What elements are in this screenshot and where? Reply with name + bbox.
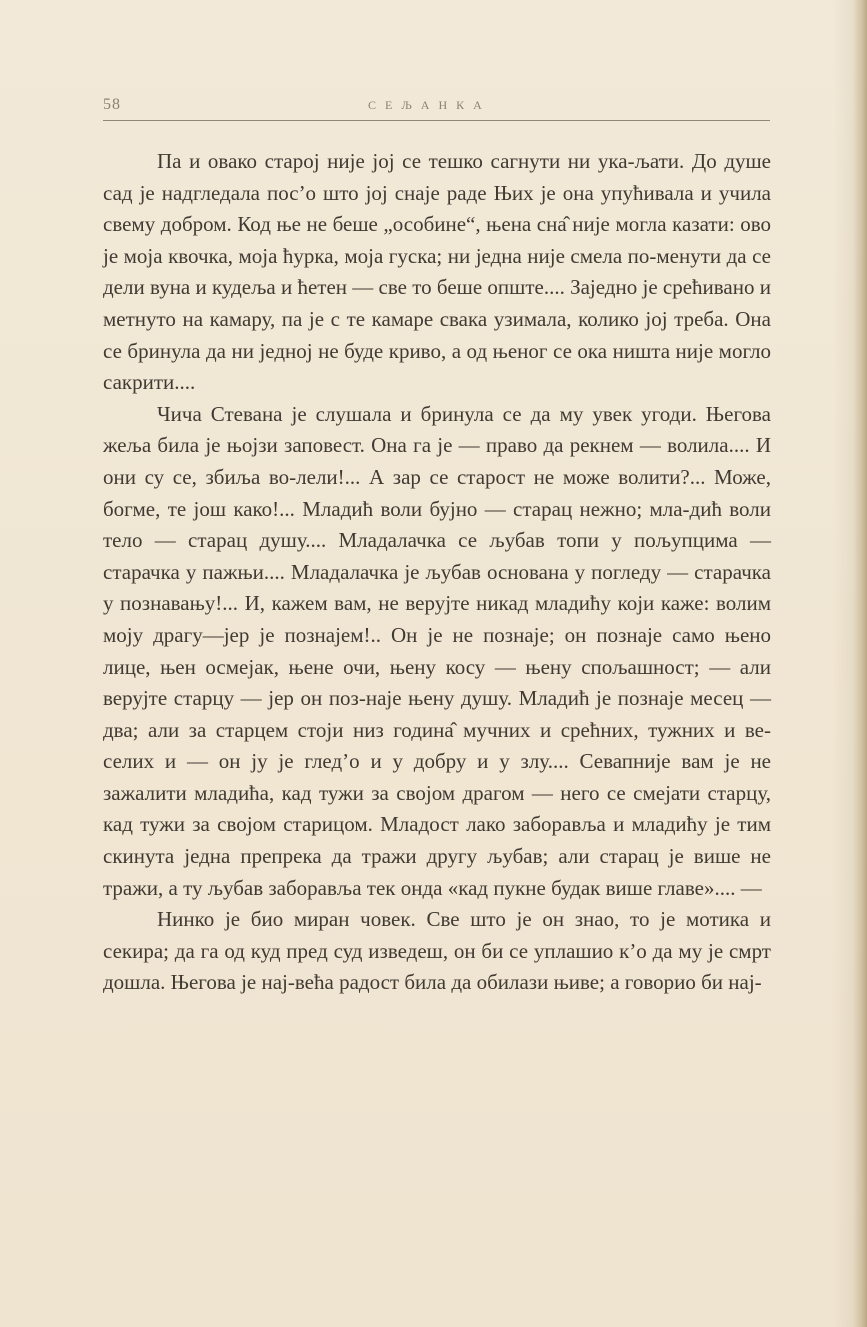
header-rule — [103, 120, 770, 121]
paragraph-3: Нинко је био миран човек. Све што је он знао, то је мотика и секира; да га од куд пред суд изведеш, он би се уплашио к’о да му је смрт дошла. Његова је нај-већа радост била да обилази њиве; а говорио би нај- — [103, 907, 771, 995]
paragraph-2: Чича Стевана је слушала и бринула се да му увек угоди. Његова жеља била је њојзи заповест. Она га је — право да рекнем — волила.... И они су се, збиља во-лели!... А зар се старост не може волити?... Може, богме, те још како!... Младић воли бујно — старац нежно; мла-дић воли тело — старац душу.... Младалачка се љубав топи у пољупцима — старачка у пажњи.... Младалачка је љубав основана у погледу — старачка у познавању!... И, кажем вам, не верујте никад младићу који каже: волим моју драгу—јер је познајем!.. Он је не познаје; он познаје само њено лице, њен осмејак, њене очи, њену косу — њену спољашност; — али верујте старцу — јер он поз-наје њену душу. Младић је познаје месец — два; али за старцем стоји низ година̂ мучних и срећних, тужних и ве-селих и — он ју је глед’о и у добру и у злу.... Севапније вам је не зажалити младића, кад тужи за својом драгом — него се смејати старцу, кад тужи за својом старицом. Младост лако заборавља и младићу је тим скинута једна препрека да тражи другу љубав; али старац је више не тражи, а ту љубав заборавља тек онда «кад пукне будак више главе».... — — [103, 401, 771, 900]
paragraph-1: Па и овако старој није јој се тешко сагнути ни ука-љати. До душе сад је надгледала пос’о што јој снаје раде Њих је она упућивала и учила свему добром. Код ње не беше „осoбине“, њена сна̂ није могла казати: ово је моја квочка, моја ћурка, моја гуска; ни једна није смела по-менути да се дели вуна и кудеља и ћетен — све то беше опште.... Заједно је срећивано и метнуто на камару, па је с те камаре свака узимала, колико јој треба. Она се бринула да ни једној не буде криво, а од њеног се ока ништа није могло сакрити.... — [103, 149, 771, 395]
page-number: 58 — [103, 96, 121, 113]
running-title: СЕЉАНКА — [368, 98, 491, 112]
page-edge-shadow — [853, 0, 867, 1327]
page-header — [103, 96, 773, 118]
body-text — [103, 146, 771, 999]
